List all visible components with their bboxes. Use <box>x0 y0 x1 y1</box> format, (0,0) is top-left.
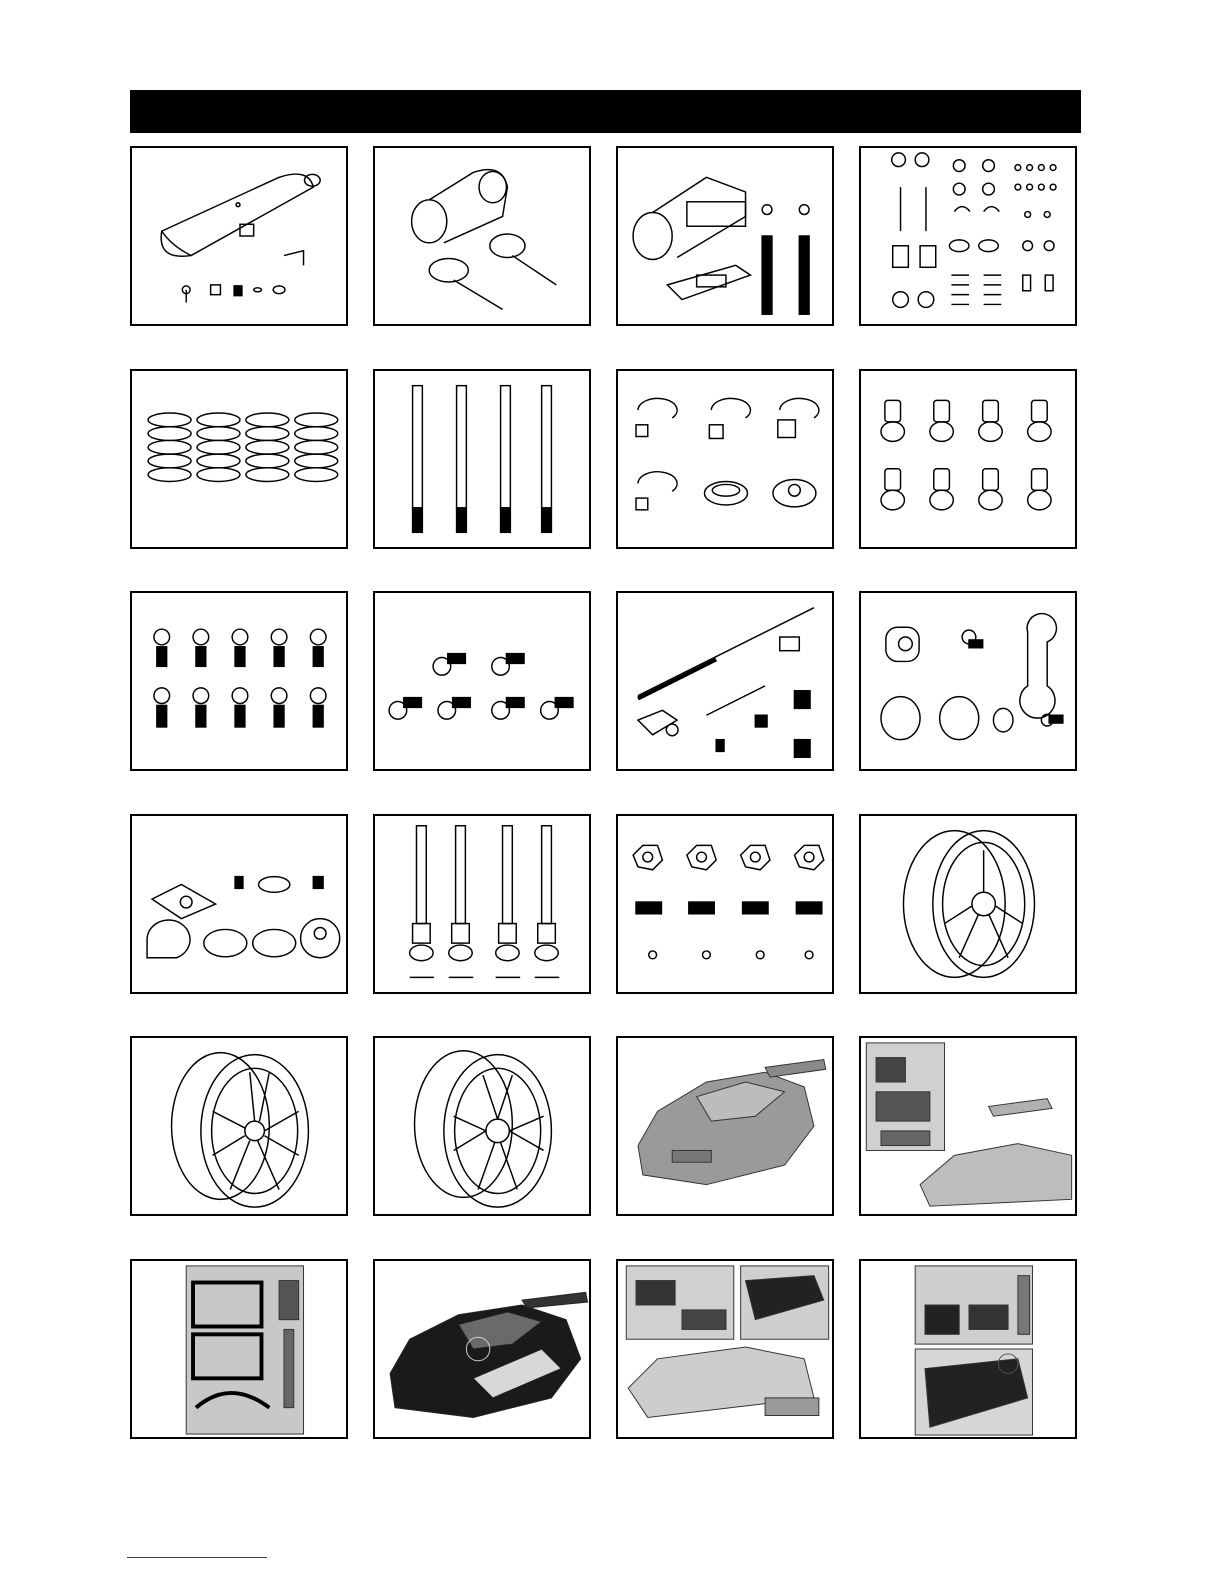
wheel-ten-spoke-icon <box>132 1038 346 1214</box>
part-cell-wheel-hex-hubs <box>616 814 834 994</box>
shock-clips-icon <box>618 371 832 547</box>
exhaust-header-gasket-icon <box>618 148 832 324</box>
ball-studs-small-icon <box>375 593 589 769</box>
car-body-painted-black-icon <box>375 1261 589 1437</box>
flywheel-parts-icon <box>132 816 346 992</box>
section-header-bar <box>130 90 1081 133</box>
wheel-five-spoke-icon <box>861 816 1075 992</box>
part-cell-wheel-mesh-spoke <box>373 1036 591 1216</box>
part-cell-shock-springs <box>130 369 348 549</box>
part-cell-car-body-clear-decals <box>859 1036 1077 1216</box>
shock-springs-icon <box>132 371 346 547</box>
part-cell-car-body-decal-set <box>616 1259 834 1439</box>
footer-link-underline[interactable] <box>127 1557 267 1558</box>
car-body-clear-decals-icon <box>861 1038 1075 1214</box>
part-cell-shock-clips <box>616 369 834 549</box>
part-cell-ball-studs-small <box>373 591 591 771</box>
part-cell-throttle-linkage <box>616 591 834 771</box>
part-cell-flywheel-parts <box>130 814 348 994</box>
part-cell-exhaust-header <box>616 146 834 326</box>
part-cell-clutch-parts <box>859 591 1077 771</box>
part-cell-decal-sheets <box>859 1259 1077 1439</box>
part-cell-car-body-painted <box>616 1036 834 1216</box>
throttle-linkage-icon <box>618 593 832 769</box>
shock-ends-icon <box>861 371 1075 547</box>
part-cell-car-body-black <box>373 1259 591 1439</box>
part-cell-shock-shafts <box>373 369 591 549</box>
wheel-hex-hubs-icon <box>618 816 832 992</box>
part-cell-decal-sheet <box>130 1259 348 1439</box>
decal-sheet-icon <box>132 1261 346 1437</box>
wheel-mesh-spoke-icon <box>375 1038 589 1214</box>
part-cell-shock-ends <box>859 369 1077 549</box>
exhaust-muffler-icon <box>132 148 346 324</box>
part-cell-ball-studs-large <box>130 591 348 771</box>
decal-sheets-icon <box>861 1261 1075 1437</box>
shock-parts-set-icon <box>861 148 1075 324</box>
exhaust-manifold-tie-icon <box>375 148 589 324</box>
shock-shafts-icon <box>375 371 589 547</box>
part-cell-drive-shafts <box>373 814 591 994</box>
car-body-painted-icon <box>618 1038 832 1214</box>
part-cell-shock-parts <box>859 146 1077 326</box>
car-body-decal-set-icon <box>618 1261 832 1437</box>
drive-shafts-icon <box>375 816 589 992</box>
part-cell-exhaust-muffler <box>130 146 348 326</box>
part-cell-exhaust-manifold <box>373 146 591 326</box>
ball-studs-large-icon <box>132 593 346 769</box>
clutch-parts-icon <box>861 593 1075 769</box>
part-cell-wheel-five-spoke <box>859 814 1077 994</box>
part-cell-wheel-ten-spoke <box>130 1036 348 1216</box>
